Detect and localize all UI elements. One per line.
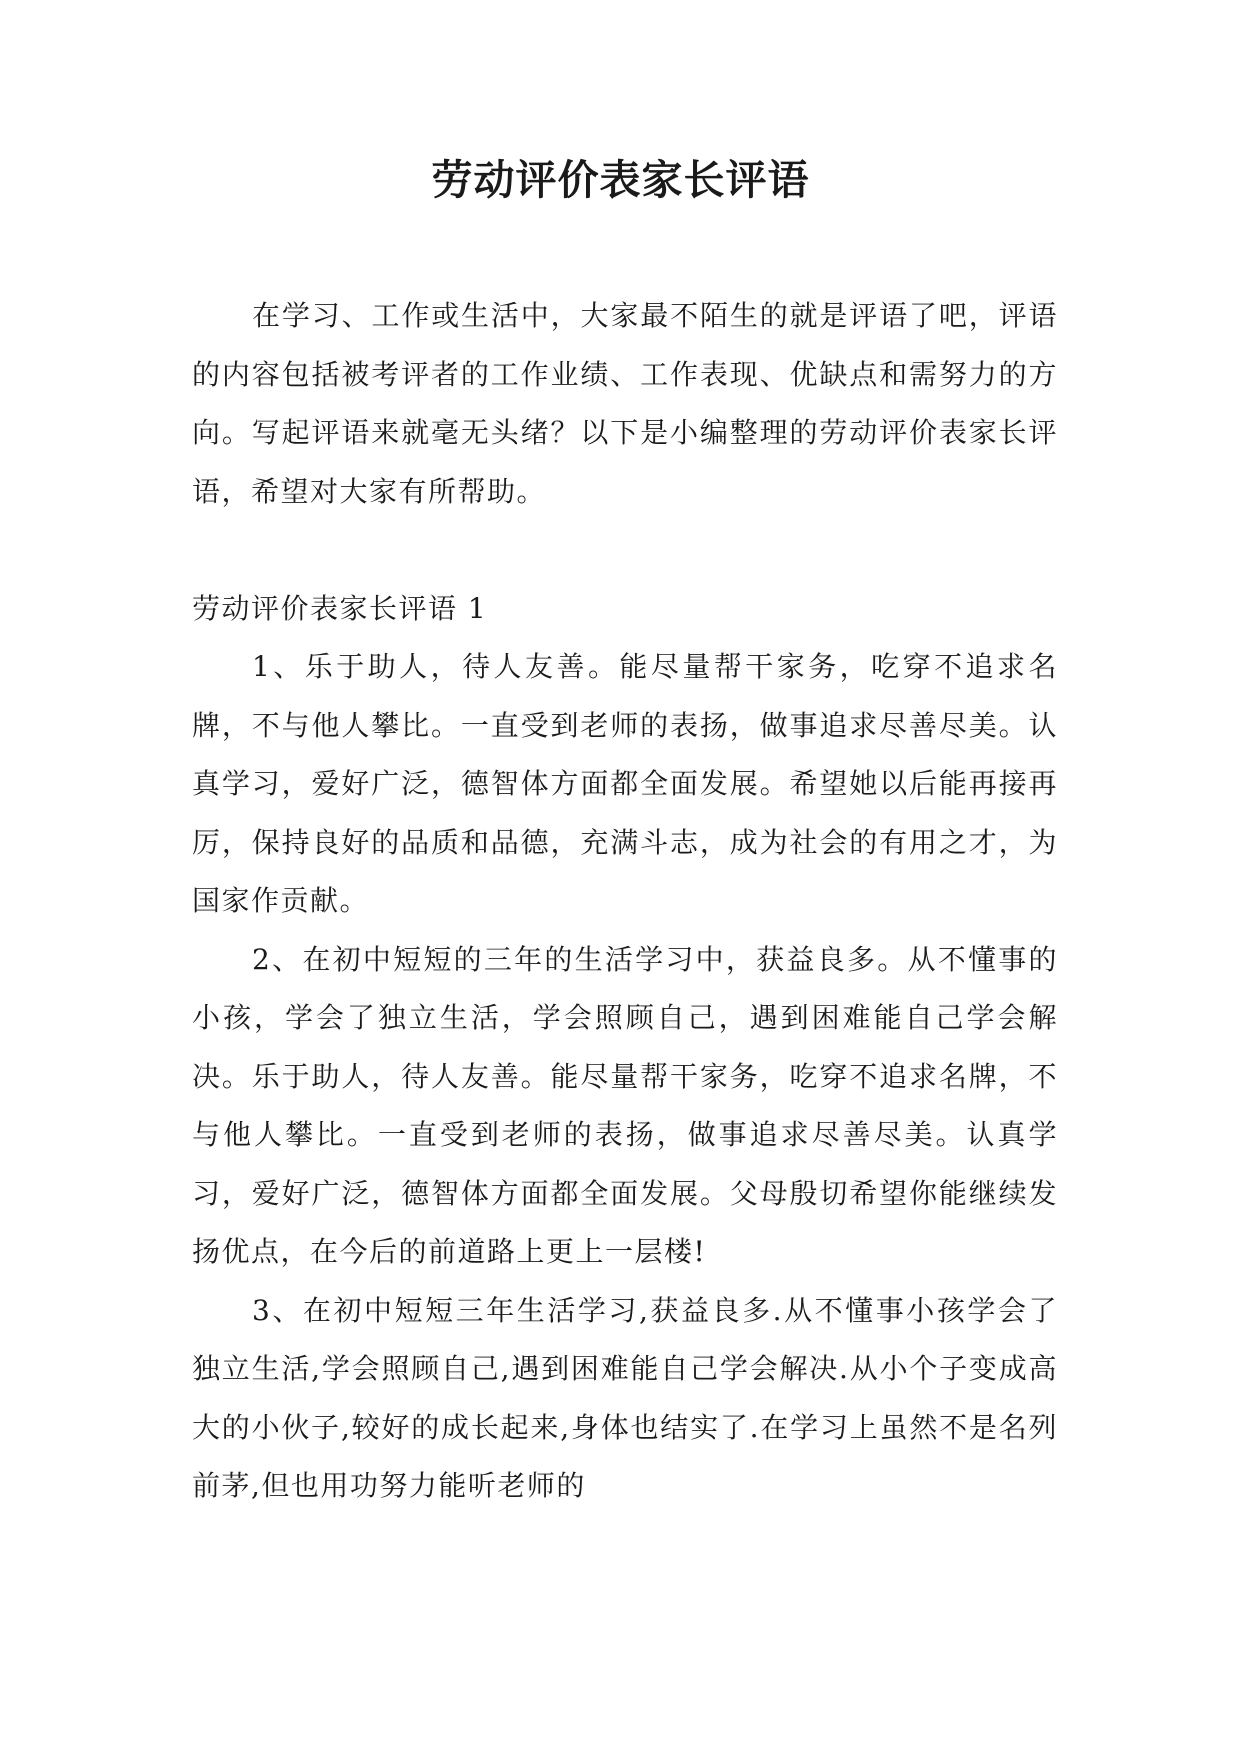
intro-paragraph: 在学习、工作或生活中，大家最不陌生的就是评语了吧，评语的内容包括被考评者的工作业绩、工作表现、优缺点和需努力的方向。写起评语来就毫无头绪？以下是小编整理的劳动评价表家长评语，希望对大家有所帮助。 <box>192 299 1058 508</box>
comment-item-3: 3、在初中短短三年生活学习,获益良多.从不懂事小孩学会了独立生活,学会照顾自己,遇到困难能自己学会解决.从小个子变成高大的小伙子,较好的成长起来,身体也结实了.在学习上虽然不是名列前茅,但也用功努力能听老师的 <box>192 1293 1058 1502</box>
document-body <box>192 287 1058 1516</box>
comment-item-1: 1、乐于助人，待人友善。能尽量帮干家务，吃穿不追求名牌，不与他人攀比。一直受到老师的表扬，做事追求尽善尽美。认真学习，爱好广泛，德智体方面都全面发展。希望她以后能再接再厉，保持良好的品质和品德，充满斗志，成为社会的有用之才，为国家作贡献。 <box>192 650 1058 917</box>
paragraph-gap <box>192 521 1058 580</box>
section-heading: 劳动评价表家长评语 1 <box>192 591 488 625</box>
document-title: 劳动评价表家长评语 <box>431 156 810 204</box>
comment-item-2: 2、在初中短短的三年的生活学习中，获益良多。从不懂事的小孩，学会了独立生活，学会照顾自己，遇到困难能自己学会解决。乐于助人，待人友善。能尽量帮干家务，吃穿不追求名牌，不与他人攀比。一直受到老师的表扬，做事追求尽善尽美。认真学习，爱好广泛，德智体方面都全面发展。父母殷切希望你能继续发扬优点，在今后的前道路上更上一层楼! <box>192 942 1058 1268</box>
